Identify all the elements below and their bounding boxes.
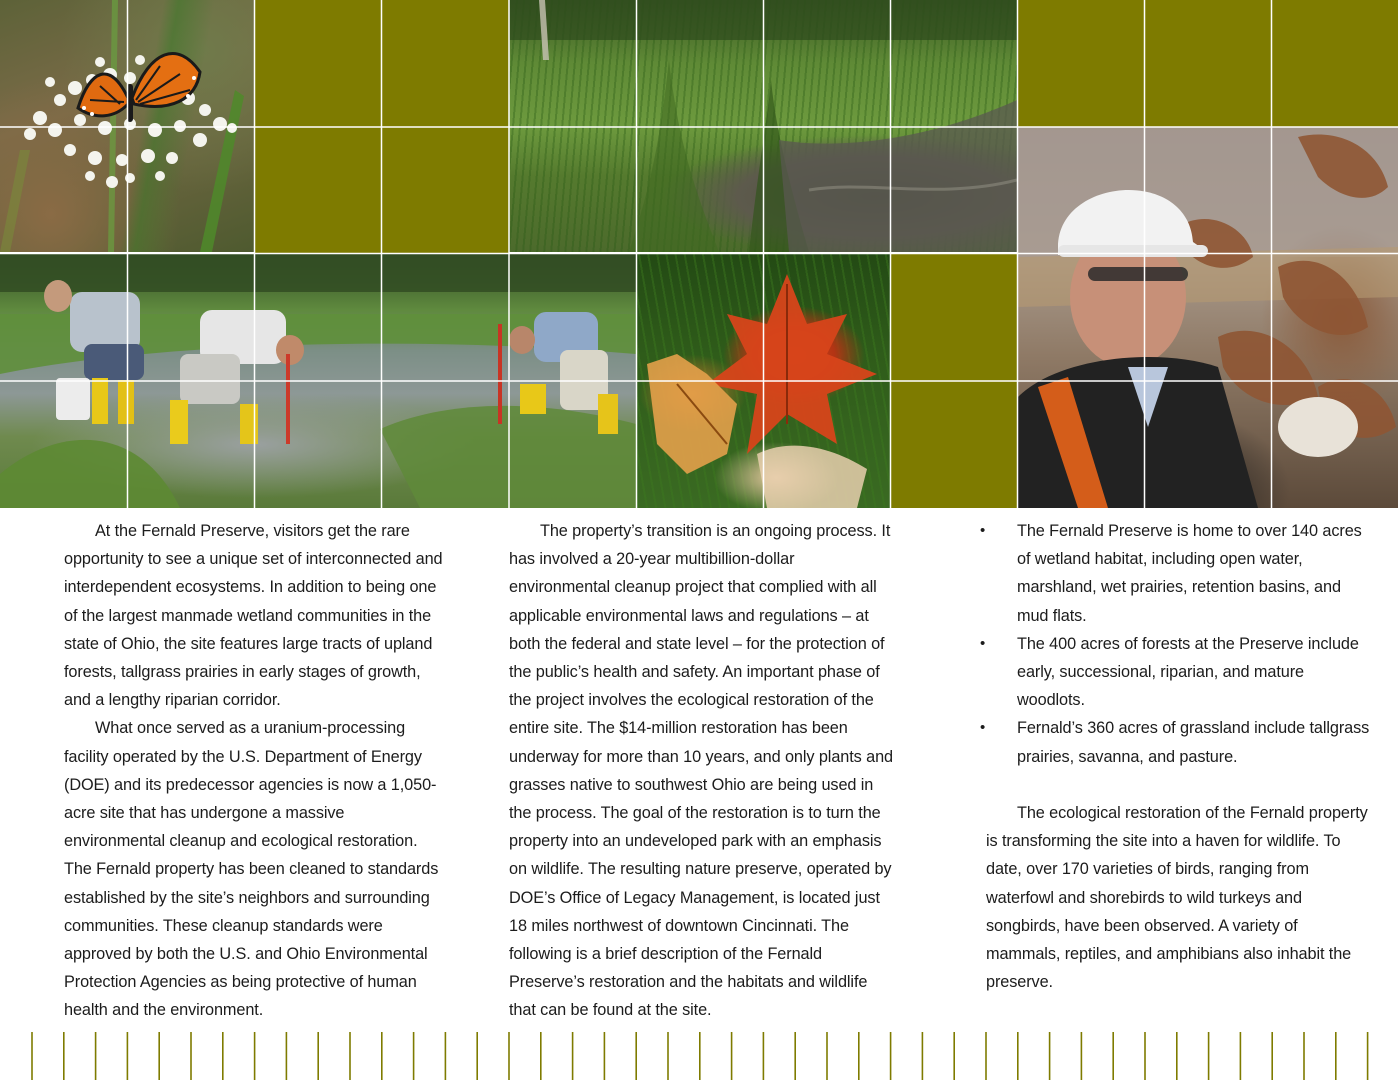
list-item	[980, 517, 1370, 630]
list-item	[980, 630, 1370, 715]
footer-tick-marks	[0, 1032, 1398, 1080]
list-item	[980, 714, 1370, 770]
bullet-text: Fernald’s 360 acres of grassland include tallgrass prairies, savanna, and pasture.	[1017, 719, 1370, 766]
body-paragraph: What once served as a uranium-processing facility operated by the U.S. Department of Energy (DOE) and its predecessor agencies is now a 1,050-acre site that has undergone a massive environmental cleanup and ecological restoration. The Fernald property has been cleaned to standards established by the site’s neighbors and surrounding communities. These cleanup standards were approved by both the U.S. and Ohio Environmental Protection Agencies as being protective of human health and the environment.	[64, 719, 439, 1020]
bullet-icon: •	[980, 719, 986, 737]
body-paragraph: The ecological restoration of the Fernald property is transforming the site into a haven for wildlife. To date, over 170 varieties of birds, ranging from waterfowl and shorebirds to wild turkeys and songbirds, have been observed. A variety of mammals, reptiles, and amphibians also inhabit the preserve.	[986, 804, 1368, 992]
bullet-text: The 400 acres of forests at the Preserve include early, successional, riparian, and mature woodlots.	[1017, 634, 1359, 710]
text-column-2	[509, 517, 893, 1025]
mosaic-grid	[0, 0, 1398, 508]
habitat-bullet-list	[980, 517, 1370, 771]
bullet-icon: •	[980, 522, 986, 539]
photo-mosaic	[0, 0, 1398, 508]
text-column-3	[980, 517, 1370, 996]
bullet-text: The Fernald Preserve is home to over 140 acres of wetland habitat, including open water, marshland, wet prairies, retention basins, and mud flats.	[1017, 522, 1362, 625]
text-column-1	[64, 517, 448, 1025]
bullet-icon: •	[980, 634, 986, 652]
body-paragraph: At the Fernald Preserve, visitors get the rare opportunity to see a unique set of interconnected and interdependent ecosystems. In addition to being one of the largest manmade wetland communities in the state of Ohio, the site features large tracts of upland forests, tallgrass prairies in early stages of growth, and a lengthy riparian corridor.	[64, 522, 443, 710]
body-paragraph: The property’s transition is an ongoing process. It has involved a 20-year multibillion-dollar environmental cleanup project that complied with all applicable environmental laws and regulations – at both the federal and state level – for the protection of the public’s health and safety. An important phase of the project involves the ecological restoration of the entire site. The $14-million restoration has been underway for more than 10 years, and only plants and grasses native to southwest Ohio are being used in the process. The goal of the restoration is to turn the property into an undeveloped park with an emphasis on wildlife. The resulting nature preserve, operated by DOE’s Office of Legacy Management, is located just 18 miles northwest of downtown Cincinnati. The following is a brief description of the Fernald Preserve’s restoration and the habitats and wildlife that can be found at the site.	[509, 522, 893, 1020]
